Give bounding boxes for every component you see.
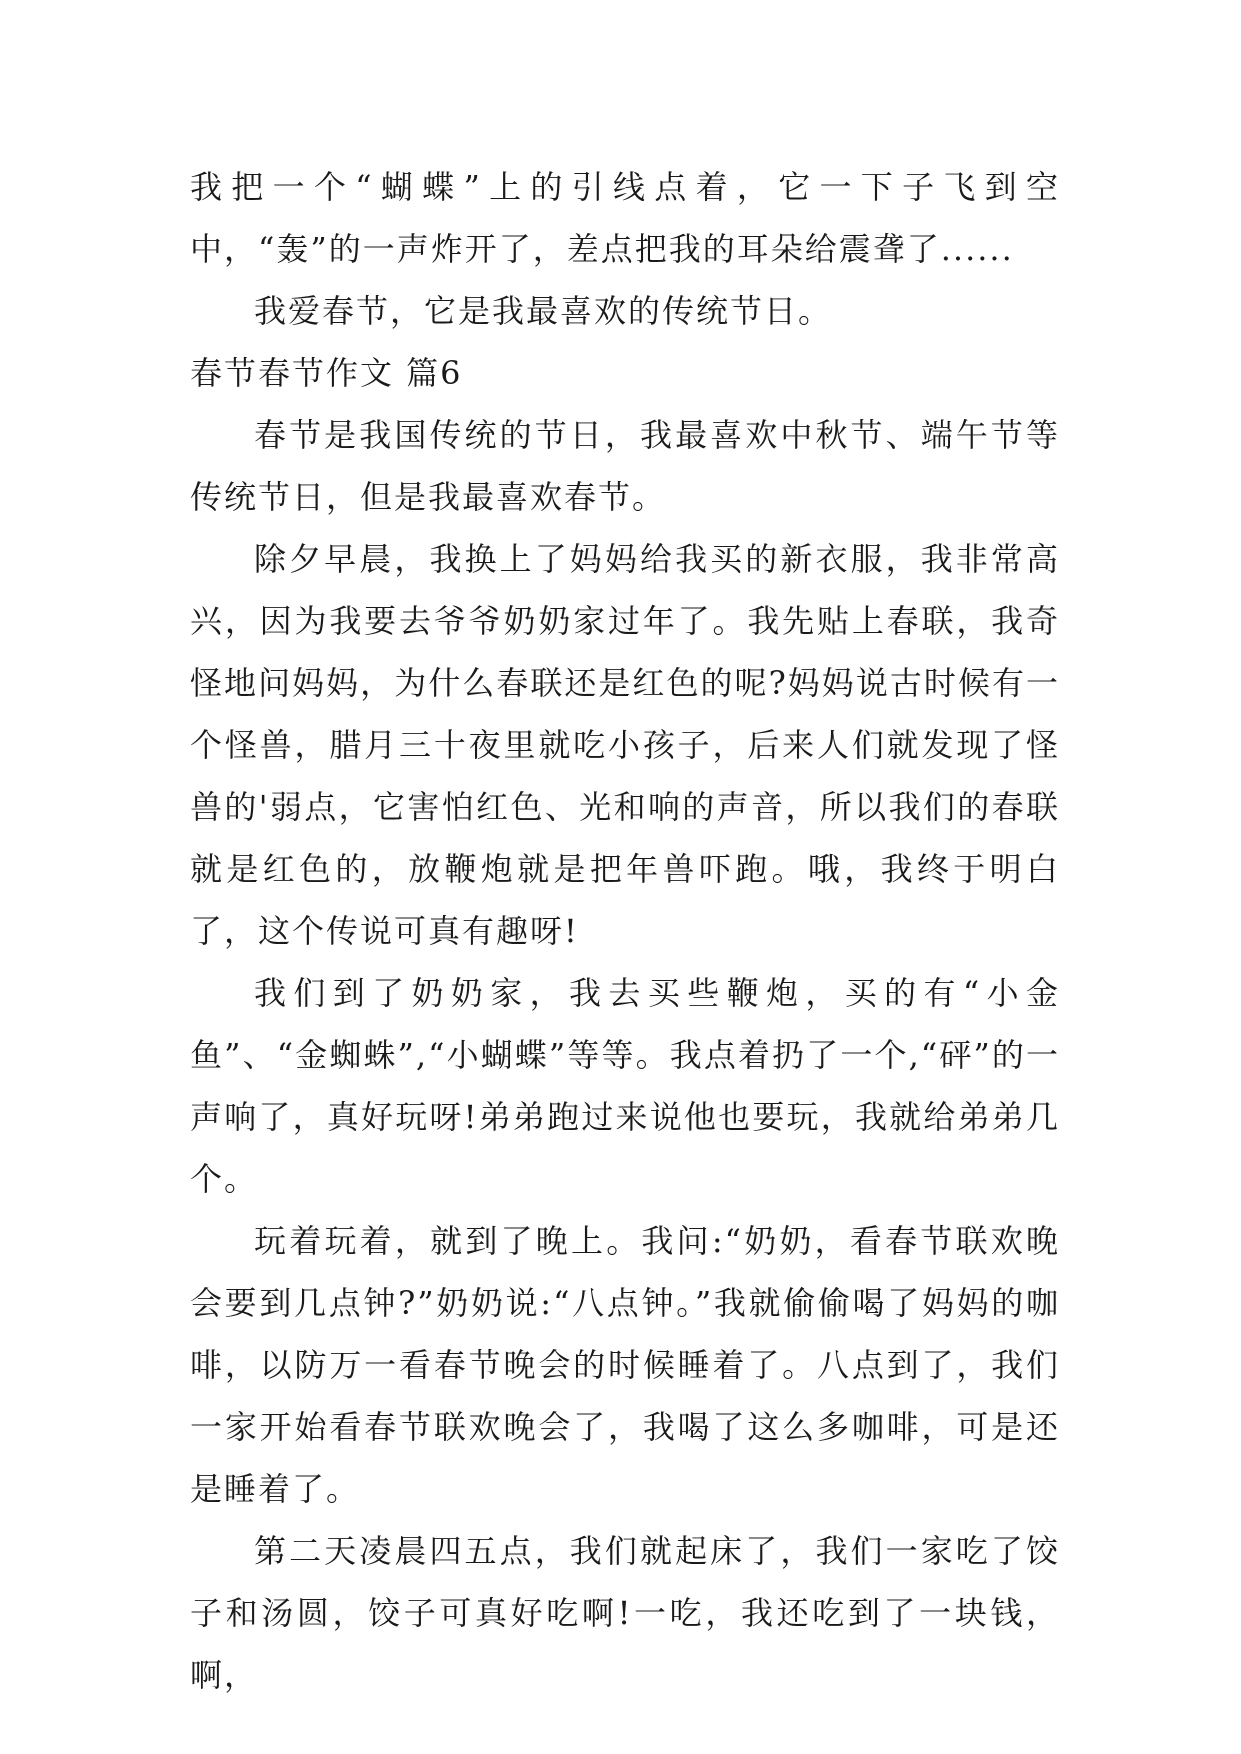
- continuation-paragraph: 我把一个“蝴蝶”上的引线点着，它一下子飞到空中，“轰”的一声炸开了，差点把我的耳朵给震聋了......: [190, 168, 1060, 268]
- document-body: [190, 156, 1060, 1706]
- closing-paragraph: 我爱春节，它是我最喜欢的传统节日。: [254, 292, 833, 330]
- paragraph-1: 春节是我国传统的节日，我最喜欢中秋节、端午节等传统节日，但是我最喜欢春节。: [190, 416, 1060, 516]
- paragraph-3: 我们到了奶奶家，我去买些鞭炮，买的有“小金鱼”、“金蜘蛛”,“小蝴蝶”等等。我点着扔了一个,“砰”的一声响了，真好玩呀!弟弟跑过来说他也要玩，我就给弟弟几个。: [190, 974, 1060, 1198]
- paragraph-5: 第二天凌晨四五点，我们就起床了，我们一家吃了饺子和汤圆，饺子可真好吃啊!一吃，我还吃到了一块钱，啊，: [190, 1532, 1060, 1694]
- section-title: 春节春节作文 篇6: [190, 354, 463, 392]
- paragraph-4: 玩着玩着，就到了晚上。我问:“奶奶，看春节联欢晚会要到几点钟?”奶奶说:“八点钟。”我就偷偷喝了妈妈的咖啡，以防万一看春节晚会的时候睡着了。八点到了，我们一家开始看春节联欢晚会了，我喝了这么多咖啡，可是还是睡着了。: [190, 1222, 1060, 1508]
- paragraph-2: 除夕早晨，我换上了妈妈给我买的新衣服，我非常高兴，因为我要去爷爷奶奶家过年了。我先贴上春联，我奇怪地问妈妈，为什么春联还是红色的呢?妈妈说古时候有一个怪兽，腊月三十夜里就吃小孩子，后来人们就发现了怪兽的'弱点，它害怕红色、光和响的声音，所以我们的春联就是红色的，放鞭炮就是把年兽吓跑。哦，我终于明白了，这个传说可真有趣呀!: [190, 540, 1060, 950]
